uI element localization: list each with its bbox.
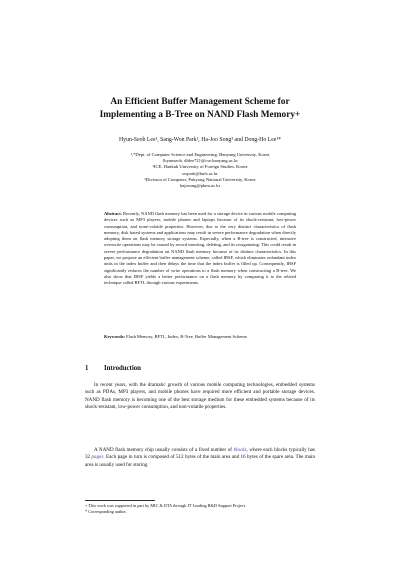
abstract-text: Recently, NAND flash memory has been used for a storage device in various mobile computing devices such as MP3 players, mobile phones and laptops because of its shock-resistant, low-power consumption, and none-volatile properties. However, due to the very distinct characteristics of flash memory, disk based systems and applications may result in severe performance degradation when directly adopting them on flash memory storage systems. Especially, when a B-tree is constructed, intensive overwrite operations may be caused by record inserting, deleting, and its reorganizing. This could result in severe performance degradation on NAND flash memory because of its distinct characteristics. In this paper, we propose an efficient buffer management scheme, called IBSF, which eliminates redundant index units in the index buffer and then delays the time that the index buffer is filled up. Consequently, IBSF significantly reduces the number of write operations to a flash memory when constructing a B-tree. We also show that IBSF yields a better performance on a flash memory by comparing it to the related technique called BFTL through various experiments.: [104, 211, 296, 286]
body-paragraph-2: [85, 447, 315, 469]
author-list: Hyun-Seob Lee¹, Sang-Won Park², Ha-Joo Song³ and Dong-Ho Lee¹*: [118, 137, 281, 143]
paragraph-span: , where each blocks typically has 32: [85, 447, 315, 461]
paper-title: [40, 96, 360, 121]
keywords-text: Flash Memory, BFTL, Index, B-Tree, Buffer Management Scheme.: [125, 334, 248, 339]
paragraph-span: . Each page in turn is composed of 512 bytes of the main area and 16 bytes of the spare area. The main area is usually used for storing: [85, 454, 315, 468]
abstract: [104, 211, 296, 287]
title-line-1: An Efficient Buffer Management Scheme for: [110, 97, 290, 107]
affiliations: [40, 152, 360, 189]
affiliation-email: hajusong@pknu.ac.kr: [179, 183, 221, 189]
footnote-corresponding: * Corresponding author.: [85, 509, 127, 514]
keywords: [104, 334, 296, 340]
footnote-divider: [85, 500, 155, 501]
affiliation-email: swpark@hufs.ac.kr: [182, 170, 218, 176]
paragraph-span: A NAND flash memory chip usually consists of a fixed number of: [94, 447, 234, 453]
term-blocks: blocks: [233, 447, 247, 453]
paragraph-text: [85, 447, 315, 469]
affiliation-line: ²ICE, Hankuk University of Foreign Studies, Korea: [152, 164, 248, 170]
title-line-2: Implementing a B-Tree on NAND Flash Memory+: [99, 109, 301, 120]
section-heading: [85, 365, 325, 373]
keywords-label: Keywords:: [104, 334, 125, 339]
footnote-funding: + This work was supported in part by MIC & IITA through IT Leading R&D Support Project.: [85, 503, 247, 508]
term-pages: pages: [91, 454, 104, 461]
abstract-label: Abstract.: [104, 211, 122, 216]
footnotes: [85, 503, 325, 515]
affiliation-line: ³Division of Computer, Pukyong National University, Korea: [144, 176, 256, 182]
paragraph-text: In recent years, with the dramatic growth of various mobile computing technologies, embedded systems such as PDAs, MP3 players, and mobile phones have required more efficient and portable storage devices. NAND flash memory is becoming one of the best storage medium for these embedded systems because of its shock-resistant, low-power consumption, and non-volatile properties.: [85, 382, 315, 411]
affiliation-email: {hyunseob, dhlee72}@cse.hanyang.ac.kr: [162, 158, 238, 164]
section-title: Introduction: [104, 365, 141, 372]
body-paragraph-1: [85, 382, 315, 412]
section-number: 1: [85, 365, 89, 372]
affiliation-line: ¹,*Dept. of Computer Science and Engineering, Hanyang University, Korea: [130, 152, 270, 157]
